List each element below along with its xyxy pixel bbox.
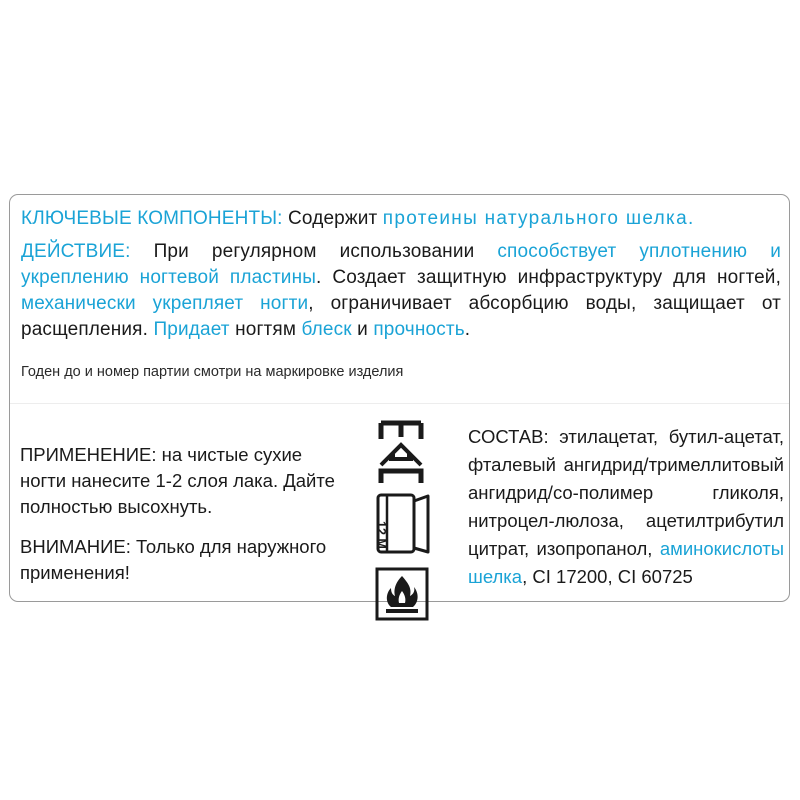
action-paragraph [21, 239, 781, 343]
composition-tail: , CI 17200, CI 60725 [522, 566, 693, 587]
action-text-2: . Создает защитную инфраструктуру для ногтей, [316, 267, 782, 288]
symbols-column [375, 417, 435, 597]
label-top-section [21, 206, 781, 343]
key-components-heading: КЛЮЧЕВЫЕ КОМПОНЕНТЫ: [21, 208, 283, 229]
section-divider [10, 403, 789, 404]
action-highlight-2: механически укрепляет ногти [21, 293, 309, 314]
pao-period-text: 12 M [374, 521, 388, 549]
action-highlight-1: способствует уплотнению и укреплению ногтевой пластины [21, 241, 781, 288]
action-highlight-3: Придает [153, 319, 230, 340]
key-components-text: Содержит [282, 208, 383, 229]
action-text-4: ногтям [229, 319, 302, 340]
composition-paragraph [468, 423, 784, 591]
action-text-1: При регулярном использовании [130, 241, 498, 262]
action-heading: ДЕЙСТВИЕ: [21, 241, 131, 262]
warning-text: ВНИМАНИЕ: Только для наружного применения! [20, 536, 327, 583]
usage-section [20, 442, 350, 586]
key-components-highlight: протеины натурального шелка. [382, 208, 695, 229]
application-text: ПРИМЕНЕНИЕ: на чистые сухие ногти нанесите 1-2 слоя лака. Дайте полностью высохнуть. [20, 444, 335, 517]
product-label [9, 194, 790, 602]
action-highlight-4: блеск [301, 319, 352, 340]
action-text-6: . [464, 319, 471, 340]
composition-text: СОСТАВ: этилацетат, бутил-ацетат, фталевый ангидрид/тримеллитовый ангидрид/со-полимер гликоля, нитроцел-люлоза, ацетилтрибутил цитрат, изопропанол, [468, 426, 784, 559]
expiry-note: Годен до и номер партии смотри на маркировке изделия [21, 364, 404, 380]
action-text-5: и [351, 319, 374, 340]
flammable-icon [375, 567, 429, 621]
composition-highlight: аминокислоты шелка [468, 538, 784, 587]
composition-section [468, 423, 784, 591]
eac-mark-icon [375, 419, 427, 485]
action-text-3: , ограничивает абсорбцию воды, защищает от расщепления. [21, 293, 781, 340]
key-components-paragraph [21, 206, 781, 232]
action-highlight-5: прочность [373, 319, 465, 340]
